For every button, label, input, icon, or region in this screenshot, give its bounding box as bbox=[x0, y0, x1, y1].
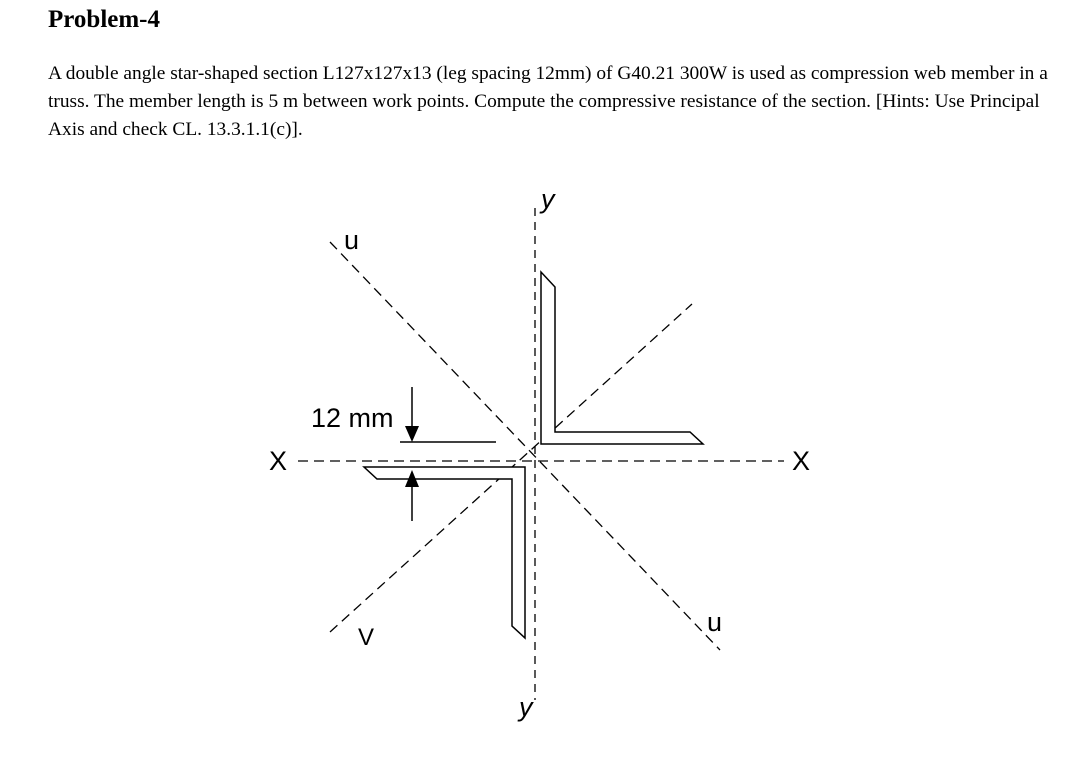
x-axis-label-left: X bbox=[269, 446, 288, 476]
problem-title: Problem-4 bbox=[48, 6, 161, 33]
dimension-label: 12 mm bbox=[311, 403, 394, 433]
upper-right-angle-section bbox=[541, 272, 703, 444]
dimension-arrow-down bbox=[405, 387, 419, 442]
u-axis-label-top: u bbox=[344, 225, 360, 255]
y-axis-label-top: y bbox=[541, 184, 555, 214]
problem-statement: A double angle star-shaped section L127x127x13 (leg spacing 12mm) of G40.21 300W is used as compression web member in a truss. The member length is 5 m between work points. Compute the compressive resistance of the section. [Hints: Use Principal Axis and check CL. 13.3.1.1(c)]. bbox=[48, 63, 1048, 140]
x-axis-label-right: X bbox=[792, 446, 811, 476]
y-axis-label-bottom: y bbox=[519, 692, 533, 722]
lower-left-angle-section bbox=[364, 467, 525, 638]
v-axis-label-bottom: V bbox=[358, 624, 375, 651]
u-axis-label-bottom: u bbox=[707, 607, 723, 637]
